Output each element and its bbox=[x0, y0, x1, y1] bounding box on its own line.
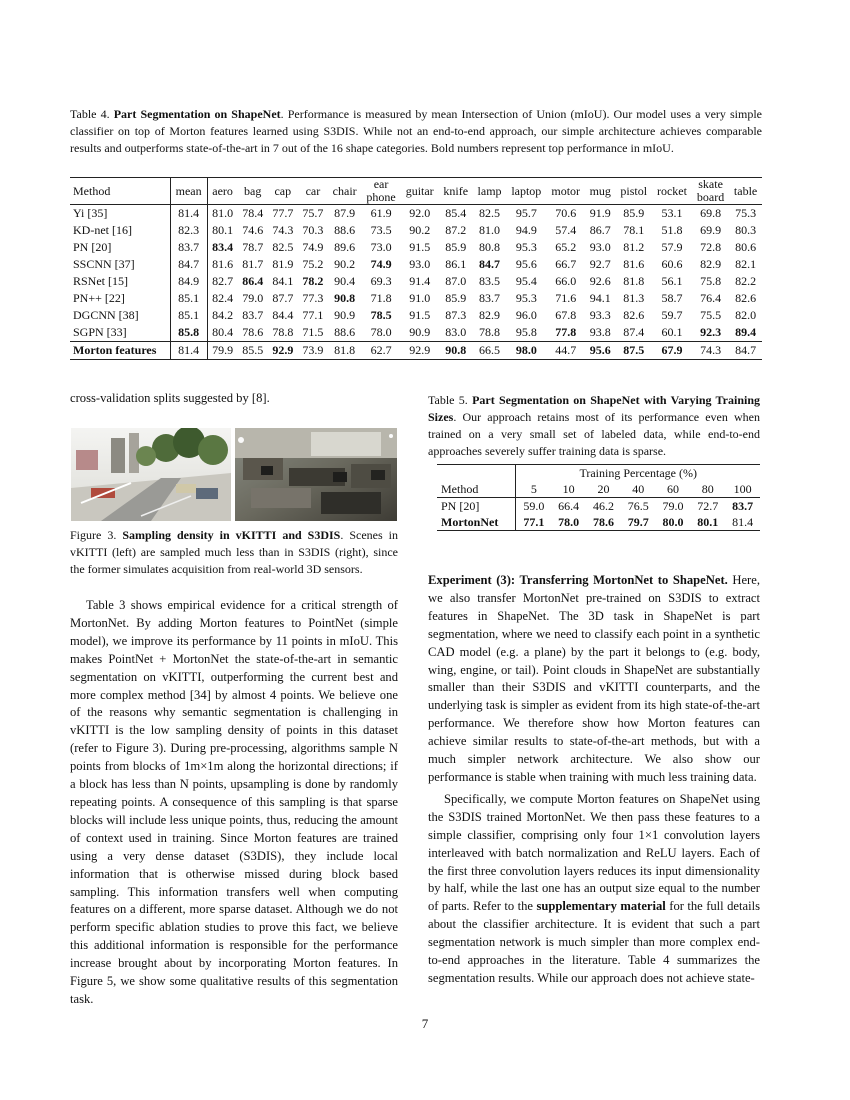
table4-value-cell: 69.9 bbox=[700, 223, 722, 237]
table4-value-cell: 92.9 bbox=[268, 342, 298, 360]
table4-value-cell: 82.9 bbox=[700, 257, 722, 271]
table4-row bbox=[70, 256, 762, 273]
table4-value-cell: 70.3 bbox=[302, 223, 324, 237]
table4-value-cell: 86.7 bbox=[589, 223, 611, 237]
table5-col-header: Method bbox=[437, 481, 516, 498]
table5-col-header: 10 bbox=[551, 481, 586, 498]
table4-method-cell: RSNet [15] bbox=[70, 273, 170, 290]
table4-col-header: cap bbox=[268, 178, 298, 205]
table4-value-cell: 91.0 bbox=[409, 291, 431, 305]
table4-value-cell: 85.1 bbox=[170, 290, 207, 307]
table4-value-cell: 89.4 bbox=[735, 325, 757, 339]
table4-value-cell: 78.6 bbox=[242, 325, 264, 339]
table4-value-cell: 90.4 bbox=[334, 274, 356, 288]
table4-value-cell: 80.6 bbox=[735, 240, 757, 254]
table4-value-cell: 69.3 bbox=[370, 274, 392, 288]
table4-value-cell: 87.2 bbox=[445, 223, 467, 237]
table4-value-cell: 62.7 bbox=[361, 342, 400, 360]
table4-value-cell: 89.6 bbox=[334, 240, 356, 254]
table4-value-cell: 83.7 bbox=[479, 291, 501, 305]
figure3-title: Sampling density in vKITTI and S3DIS bbox=[122, 528, 341, 542]
figure3-images bbox=[71, 428, 397, 521]
table4-value-cell: 77.7 bbox=[272, 206, 294, 220]
table4-value-cell: 73.9 bbox=[298, 342, 328, 360]
table5-value-cell: 79.0 bbox=[662, 498, 684, 513]
table4-method-cell: PN++ [22] bbox=[70, 290, 170, 307]
table5-value-cell: 46.2 bbox=[592, 498, 614, 513]
table4-value-cell: 81.9 bbox=[272, 257, 294, 271]
table4-value-cell: 95.7 bbox=[515, 206, 537, 220]
specifically-text-a: Specifically, we compute Morton features on ShapeNet using the S3DIS trained MortonNet. We then pass these features to a simple classifier, comprising only four 1×1 convolution layers interleaved with batch normalization and ReLU layers. Each of the first three convolution layers reduces its input dimensionality by half, while the last one has an output size equal to the number of parts. Refer to the bbox=[428, 791, 760, 914]
table4-value-cell: 78.1 bbox=[623, 223, 645, 237]
table4-value-cell: 82.7 bbox=[212, 274, 234, 288]
table4-col-header: mug bbox=[585, 178, 615, 205]
table4-value-cell: 79.0 bbox=[242, 291, 264, 305]
table4-col-header: ear phone bbox=[361, 178, 400, 205]
table4-value-cell: 93.8 bbox=[589, 325, 611, 339]
table4-value-cell: 90.2 bbox=[409, 223, 431, 237]
table4-value-cell: 60.1 bbox=[661, 325, 683, 339]
table4-value-cell: 87.5 bbox=[615, 342, 651, 360]
table4-value-cell: 70.6 bbox=[555, 206, 577, 220]
table5-value-cell: 83.7 bbox=[732, 498, 754, 513]
table4-value-cell: 95.4 bbox=[515, 274, 537, 288]
table4-value-cell: 81.4 bbox=[170, 342, 207, 360]
table4-value-cell: 87.7 bbox=[272, 291, 294, 305]
specifically-text-c: for the full details about the classifier architecture. It is evident that such a part segmentation network is much simpler than more complex end-to-end approaches in the literature. Table 4 summarizes the segmentation results. While our approach does not achieve state- bbox=[428, 899, 760, 985]
table4-value-cell: 80.3 bbox=[735, 223, 757, 237]
table4-value-cell: 92.3 bbox=[700, 325, 722, 339]
table4-value-cell: 56.1 bbox=[661, 274, 683, 288]
table4-value-cell: 92.6 bbox=[589, 274, 611, 288]
table4-method-cell: KD-net [16] bbox=[70, 222, 170, 239]
table4-value-cell: 80.4 bbox=[212, 325, 234, 339]
table5-row bbox=[437, 514, 760, 531]
table4-value-cell: 90.8 bbox=[334, 291, 356, 305]
table4-value-cell: 92.0 bbox=[409, 206, 431, 220]
table4-value-cell: 77.8 bbox=[555, 325, 577, 339]
table4-value-cell: 82.5 bbox=[479, 206, 501, 220]
table4-value-cell: 57.9 bbox=[661, 240, 683, 254]
table5-col-header: 20 bbox=[586, 481, 621, 498]
table4-col-header: laptop bbox=[506, 178, 546, 205]
table4-value-cell: 83.4 bbox=[212, 240, 234, 254]
table4-col-header: motor bbox=[546, 178, 585, 205]
table4-value-cell: 78.2 bbox=[302, 274, 324, 288]
s3dis-scene bbox=[235, 428, 397, 521]
table4-value-cell: 80.8 bbox=[479, 240, 501, 254]
table4-method-cell: SSCNN [37] bbox=[70, 256, 170, 273]
table4-value-cell: 78.8 bbox=[272, 325, 294, 339]
table4-value-cell: 78.8 bbox=[479, 325, 501, 339]
experiment3-heading: Experiment (3): Transferring MortonNet to ShapeNet. bbox=[428, 573, 728, 587]
table4-title: Part Segmentation on ShapeNet bbox=[113, 107, 281, 121]
table5-label: Table 5. bbox=[428, 393, 468, 407]
table4-value-cell: 82.2 bbox=[735, 274, 757, 288]
table4-value-cell: 93.3 bbox=[589, 308, 611, 322]
table4-value-cell: 74.3 bbox=[692, 342, 729, 360]
table5-col-header: 60 bbox=[656, 481, 691, 498]
page-number: 7 bbox=[421, 1016, 429, 1031]
table4-col-header: Method bbox=[70, 178, 170, 205]
table5-value-cell: 72.7 bbox=[697, 498, 719, 513]
table4-value-cell: 58.7 bbox=[661, 291, 683, 305]
table4-col-header: lamp bbox=[473, 178, 506, 205]
table4-value-cell: 85.1 bbox=[170, 307, 207, 324]
figure3-label: Figure 3. bbox=[70, 528, 117, 542]
table5-value-cell: 66.4 bbox=[558, 498, 580, 513]
table4-value-cell: 75.7 bbox=[302, 206, 324, 220]
table5-value-cell: 59.0 bbox=[523, 498, 545, 513]
table5-corner bbox=[437, 465, 516, 482]
table4-value-cell: 94.9 bbox=[515, 223, 537, 237]
table4-value-cell: 91.5 bbox=[409, 240, 431, 254]
table4-value-cell: 71.5 bbox=[302, 325, 324, 339]
table4-value-cell: 81.7 bbox=[242, 257, 264, 271]
table4-value-cell: 80.1 bbox=[212, 223, 234, 237]
table4-value-cell: 66.5 bbox=[473, 342, 506, 360]
left-col-body bbox=[70, 597, 398, 1009]
table4-value-cell: 90.8 bbox=[439, 342, 473, 360]
table4-value-cell: 93.0 bbox=[409, 257, 431, 271]
table4-col-header: guitar bbox=[401, 178, 439, 205]
table4-value-cell: 91.5 bbox=[409, 308, 431, 322]
table4-value-cell: 78.5 bbox=[370, 308, 392, 322]
table4-row bbox=[70, 273, 762, 290]
left-col-continuation bbox=[70, 390, 398, 408]
table4-value-cell: 87.0 bbox=[445, 274, 467, 288]
table5-title: Part Segmentation on ShapeNet with Varying Training Sizes bbox=[428, 393, 761, 424]
table4-value-cell: 75.3 bbox=[735, 206, 757, 220]
table5-value-cell: 76.5 bbox=[627, 498, 649, 513]
experiment3-paragraph bbox=[428, 572, 760, 787]
table4-col-header: table bbox=[729, 178, 762, 205]
table5-col-header: 5 bbox=[516, 481, 551, 498]
table4-value-cell: 44.7 bbox=[546, 342, 585, 360]
table4-value-cell: 95.3 bbox=[515, 240, 537, 254]
table4-value-cell: 90.2 bbox=[334, 257, 356, 271]
table4-row bbox=[70, 239, 762, 256]
table5-header-row bbox=[437, 481, 760, 498]
table4-col-header: chair bbox=[328, 178, 361, 205]
table4-value-cell: 81.8 bbox=[328, 342, 361, 360]
table4-value-cell: 95.3 bbox=[515, 291, 537, 305]
table5-caption bbox=[428, 392, 760, 460]
vkitti-scene bbox=[71, 428, 231, 521]
table4-value-cell: 95.8 bbox=[515, 325, 537, 339]
table4-value-cell: 84.9 bbox=[170, 273, 207, 290]
table4-value-cell: 83.7 bbox=[242, 308, 264, 322]
table4-value-cell: 84.7 bbox=[170, 256, 207, 273]
table4-value-cell: 74.6 bbox=[242, 223, 264, 237]
table4-col-header: knife bbox=[439, 178, 473, 205]
paragraph-table3: Table 3 shows empirical evidence for a critical strength of MortonNet. By adding Morton features to PointNet (simple model), we improve its performance by 11 points in mIoU. This makes PointNet + MortonNet the state-of-the-art in semantic segmentation on vKITTI, outperforming the current best and more complex method [34] by almost 4 points. We believe one of the reasons why semantic segmentation is challenging in vKITTI is the low sampling density of points in this dataset (refer to Figure 3). During pre-processing, algorithms sample N points from blocks of 1m×1m along the horizontal directions; if a block has less than N points, upsampling is done by randomly repeating points. A consequence of this sampling is that sparse blocks will include less unique points, thus, reducing the amount of context used in training. Since Morton features are trained using a very dense dataset (S3DIS), they include local information that is otherwise missed during block based sampling. This information transfers well when computing features on a different, more sparse dataset. Although we do not perform specific ablation studies to prove this fact, we believe this additional information is responsible for the performance increase brought about by incorporating Morton features. In Figure 5, we show some qualitative results of this segmentation task. bbox=[70, 598, 398, 1006]
table4-value-cell: 67.8 bbox=[555, 308, 577, 322]
figure3-caption bbox=[70, 527, 398, 578]
table4-value-cell: 85.9 bbox=[623, 206, 645, 220]
table4-value-cell: 88.6 bbox=[334, 325, 356, 339]
table5-group-header: Training Percentage (%) bbox=[579, 465, 697, 480]
table4-value-cell: 87.4 bbox=[623, 325, 645, 339]
table4-value-cell: 94.1 bbox=[589, 291, 611, 305]
table4-value-cell: 76.4 bbox=[700, 291, 722, 305]
table4-row bbox=[70, 205, 762, 223]
table4-value-cell: 91.4 bbox=[409, 274, 431, 288]
table4-value-cell: 98.0 bbox=[506, 342, 546, 360]
table4-value-cell: 85.4 bbox=[445, 206, 467, 220]
table4-value-cell: 83.7 bbox=[170, 239, 207, 256]
table4-value-cell: 82.9 bbox=[479, 308, 501, 322]
table4-value-cell: 88.6 bbox=[334, 223, 356, 237]
table4-value-cell: 77.1 bbox=[302, 308, 324, 322]
table4-value-cell: 95.6 bbox=[515, 257, 537, 271]
table4-value-cell: 92.7 bbox=[589, 257, 611, 271]
continuation-text: cross-validation splits suggested by [8]. bbox=[70, 391, 270, 405]
table4-value-cell: 57.4 bbox=[555, 223, 577, 237]
table4-col-header: pistol bbox=[615, 178, 651, 205]
table4-value-cell: 59.7 bbox=[661, 308, 683, 322]
table5-col-header: 100 bbox=[725, 481, 760, 498]
table4-value-cell: 86.4 bbox=[242, 274, 264, 288]
table4-value-cell: 53.1 bbox=[661, 206, 683, 220]
table5-caption-text: . Our approach retains most of its performance even when trained on a very small set of labeled data, while end-to-end approaches severely suffer training data is sparse. bbox=[428, 410, 760, 458]
table5-value-cell: 81.4 bbox=[732, 514, 754, 529]
table4-row bbox=[70, 324, 762, 342]
table4-value-cell: 86.1 bbox=[445, 257, 467, 271]
table4-value-cell: 81.6 bbox=[623, 257, 645, 271]
table4-method-cell: SGPN [33] bbox=[70, 324, 170, 342]
table5-value-cell: 79.7 bbox=[627, 514, 649, 529]
table4-value-cell: 84.7 bbox=[729, 342, 762, 360]
table4-value-cell: 91.9 bbox=[589, 206, 611, 220]
table4-row bbox=[70, 290, 762, 307]
table4-row bbox=[70, 307, 762, 324]
table4-method-cell: DGCNN [38] bbox=[70, 307, 170, 324]
table4-value-cell: 75.5 bbox=[700, 308, 722, 322]
supplementary-material-ref: supplementary material bbox=[536, 899, 666, 914]
table4-label: Table 4. bbox=[70, 107, 110, 121]
table4-value-cell: 81.0 bbox=[212, 206, 234, 220]
table4-value-cell: 83.5 bbox=[479, 274, 501, 288]
table4-value-cell: 81.0 bbox=[479, 223, 501, 237]
table4-header-row bbox=[70, 178, 762, 205]
experiment3-text: Here, we also transfer MortonNet pre-trained on S3DIS to extract features in ShapeNet. The 3D task in ShapeNet is part segmentation, where we need to classify each point in a synthetic CAD model (e.g. a plane) by the part it belongs to (e.g. body, wing, engine, or tail). Point clouds in ShapeNet are substantially smaller than their S3DIS and vKITTI counterparts, and the underlying task is simpler as evident from its high state-of-the-art performance. We therefore show how Morton features can achieve similar results to state-of-the-art methods, but with a much simpler network architecture. We also show our performance is stable when training with much less training data. bbox=[428, 573, 760, 784]
specifically-paragraph bbox=[428, 791, 760, 988]
table4-value-cell: 82.4 bbox=[212, 291, 234, 305]
table5-value-cell: 77.1 bbox=[523, 514, 545, 529]
table4-value-cell: 77.3 bbox=[302, 291, 324, 305]
table4-col-header: car bbox=[298, 178, 328, 205]
table5-value-cell: 80.1 bbox=[697, 514, 719, 529]
figure3-caption-text: . Scenes in vKITTI (left) are sampled much less than in S3DIS (right), since the former simulates acquisition from real-world 3D sensors. bbox=[70, 528, 398, 576]
table4-value-cell: 60.6 bbox=[661, 257, 683, 271]
table4-value-cell: 90.9 bbox=[409, 325, 431, 339]
table4-value-cell: 95.6 bbox=[585, 342, 615, 360]
table4-value-cell: 79.9 bbox=[207, 342, 238, 360]
table4-value-cell: 82.6 bbox=[735, 291, 757, 305]
table4-value-cell: 78.7 bbox=[242, 240, 264, 254]
table4-method-cell: Yi [35] bbox=[70, 205, 170, 223]
table5-value-cell: 78.6 bbox=[592, 514, 614, 529]
table4-value-cell: 96.0 bbox=[515, 308, 537, 322]
table4-value-cell: 87.3 bbox=[445, 308, 467, 322]
table4-value-cell: 81.8 bbox=[623, 274, 645, 288]
table4-caption bbox=[70, 106, 762, 157]
table4-col-header: aero bbox=[207, 178, 238, 205]
table5-method-cell: MortonNet bbox=[437, 514, 516, 531]
table4-value-cell: 92.9 bbox=[401, 342, 439, 360]
table4-row bbox=[70, 222, 762, 239]
table5-value-cell: 80.0 bbox=[662, 514, 684, 529]
table4-row bbox=[70, 342, 762, 360]
table4-value-cell: 69.8 bbox=[700, 206, 722, 220]
table4-value-cell: 71.8 bbox=[370, 291, 392, 305]
table4-value-cell: 90.9 bbox=[334, 308, 356, 322]
table4-value-cell: 81.6 bbox=[212, 257, 234, 271]
table4-value-cell: 82.1 bbox=[735, 257, 757, 271]
table4-value-cell: 71.6 bbox=[555, 291, 577, 305]
table5-method-cell: PN [20] bbox=[437, 498, 516, 515]
table4-col-header: bag bbox=[238, 178, 268, 205]
table4-value-cell: 73.5 bbox=[370, 223, 392, 237]
table4-value-cell: 85.8 bbox=[170, 324, 207, 342]
table4-value-cell: 84.4 bbox=[272, 308, 294, 322]
table5-col-header: 40 bbox=[621, 481, 656, 498]
table4-value-cell: 82.3 bbox=[170, 222, 207, 239]
table5-group-row bbox=[437, 465, 760, 482]
table4-value-cell: 74.9 bbox=[302, 240, 324, 254]
table4-value-cell: 75.8 bbox=[700, 274, 722, 288]
table5-col-header: 80 bbox=[690, 481, 725, 498]
table4-col-header: skate board bbox=[692, 178, 729, 205]
table4-value-cell: 78.4 bbox=[242, 206, 264, 220]
table4-method-cell: PN [20] bbox=[70, 239, 170, 256]
table4-value-cell: 75.2 bbox=[302, 257, 324, 271]
table4 bbox=[70, 177, 762, 360]
table4-value-cell: 61.9 bbox=[370, 206, 392, 220]
table4-value-cell: 66.0 bbox=[555, 274, 577, 288]
table4-value-cell: 87.9 bbox=[334, 206, 356, 220]
right-col-body bbox=[428, 572, 760, 988]
table4-value-cell: 65.2 bbox=[555, 240, 577, 254]
table4-value-cell: 73.0 bbox=[370, 240, 392, 254]
table4-value-cell: 82.5 bbox=[272, 240, 294, 254]
table4-value-cell: 84.7 bbox=[479, 257, 501, 271]
table4-value-cell: 51.8 bbox=[661, 223, 683, 237]
table4-value-cell: 85.9 bbox=[445, 291, 467, 305]
table4-value-cell: 93.0 bbox=[589, 240, 611, 254]
table4-value-cell: 84.2 bbox=[212, 308, 234, 322]
table4-col-header: mean bbox=[170, 178, 207, 205]
table4-caption-text: . Performance is measured by mean Intersection of Union (mIoU). Our model uses a very simple classifier on top of Morton features learned using S3DIS. While not an end-to-end approach, our simple architecture achieves comparable results and outperforms state-of-the-art in 7 out of the 16 shape categories. Bold numbers represent top performance in mIoU. bbox=[70, 107, 762, 155]
table4-value-cell: 81.2 bbox=[623, 240, 645, 254]
table4-value-cell: 74.9 bbox=[370, 257, 392, 271]
table4-col-header: rocket bbox=[652, 178, 692, 205]
table4-value-cell: 84.1 bbox=[272, 274, 294, 288]
table4-value-cell: 85.5 bbox=[238, 342, 268, 360]
table4-method-cell: Morton features bbox=[70, 342, 170, 360]
table4-value-cell: 85.9 bbox=[445, 240, 467, 254]
table4-value-cell: 83.0 bbox=[445, 325, 467, 339]
table4-value-cell: 82.0 bbox=[735, 308, 757, 322]
table4-value-cell: 72.8 bbox=[700, 240, 722, 254]
table4-value-cell: 81.3 bbox=[623, 291, 645, 305]
table5 bbox=[437, 464, 760, 531]
table4-value-cell: 78.0 bbox=[370, 325, 392, 339]
table4-value-cell: 67.9 bbox=[652, 342, 692, 360]
table4-value-cell: 74.3 bbox=[272, 223, 294, 237]
table4-value-cell: 81.4 bbox=[170, 205, 207, 223]
table5-row bbox=[437, 498, 760, 515]
table5-value-cell: 78.0 bbox=[558, 514, 580, 529]
table4-value-cell: 82.6 bbox=[623, 308, 645, 322]
table4-value-cell: 66.7 bbox=[555, 257, 577, 271]
